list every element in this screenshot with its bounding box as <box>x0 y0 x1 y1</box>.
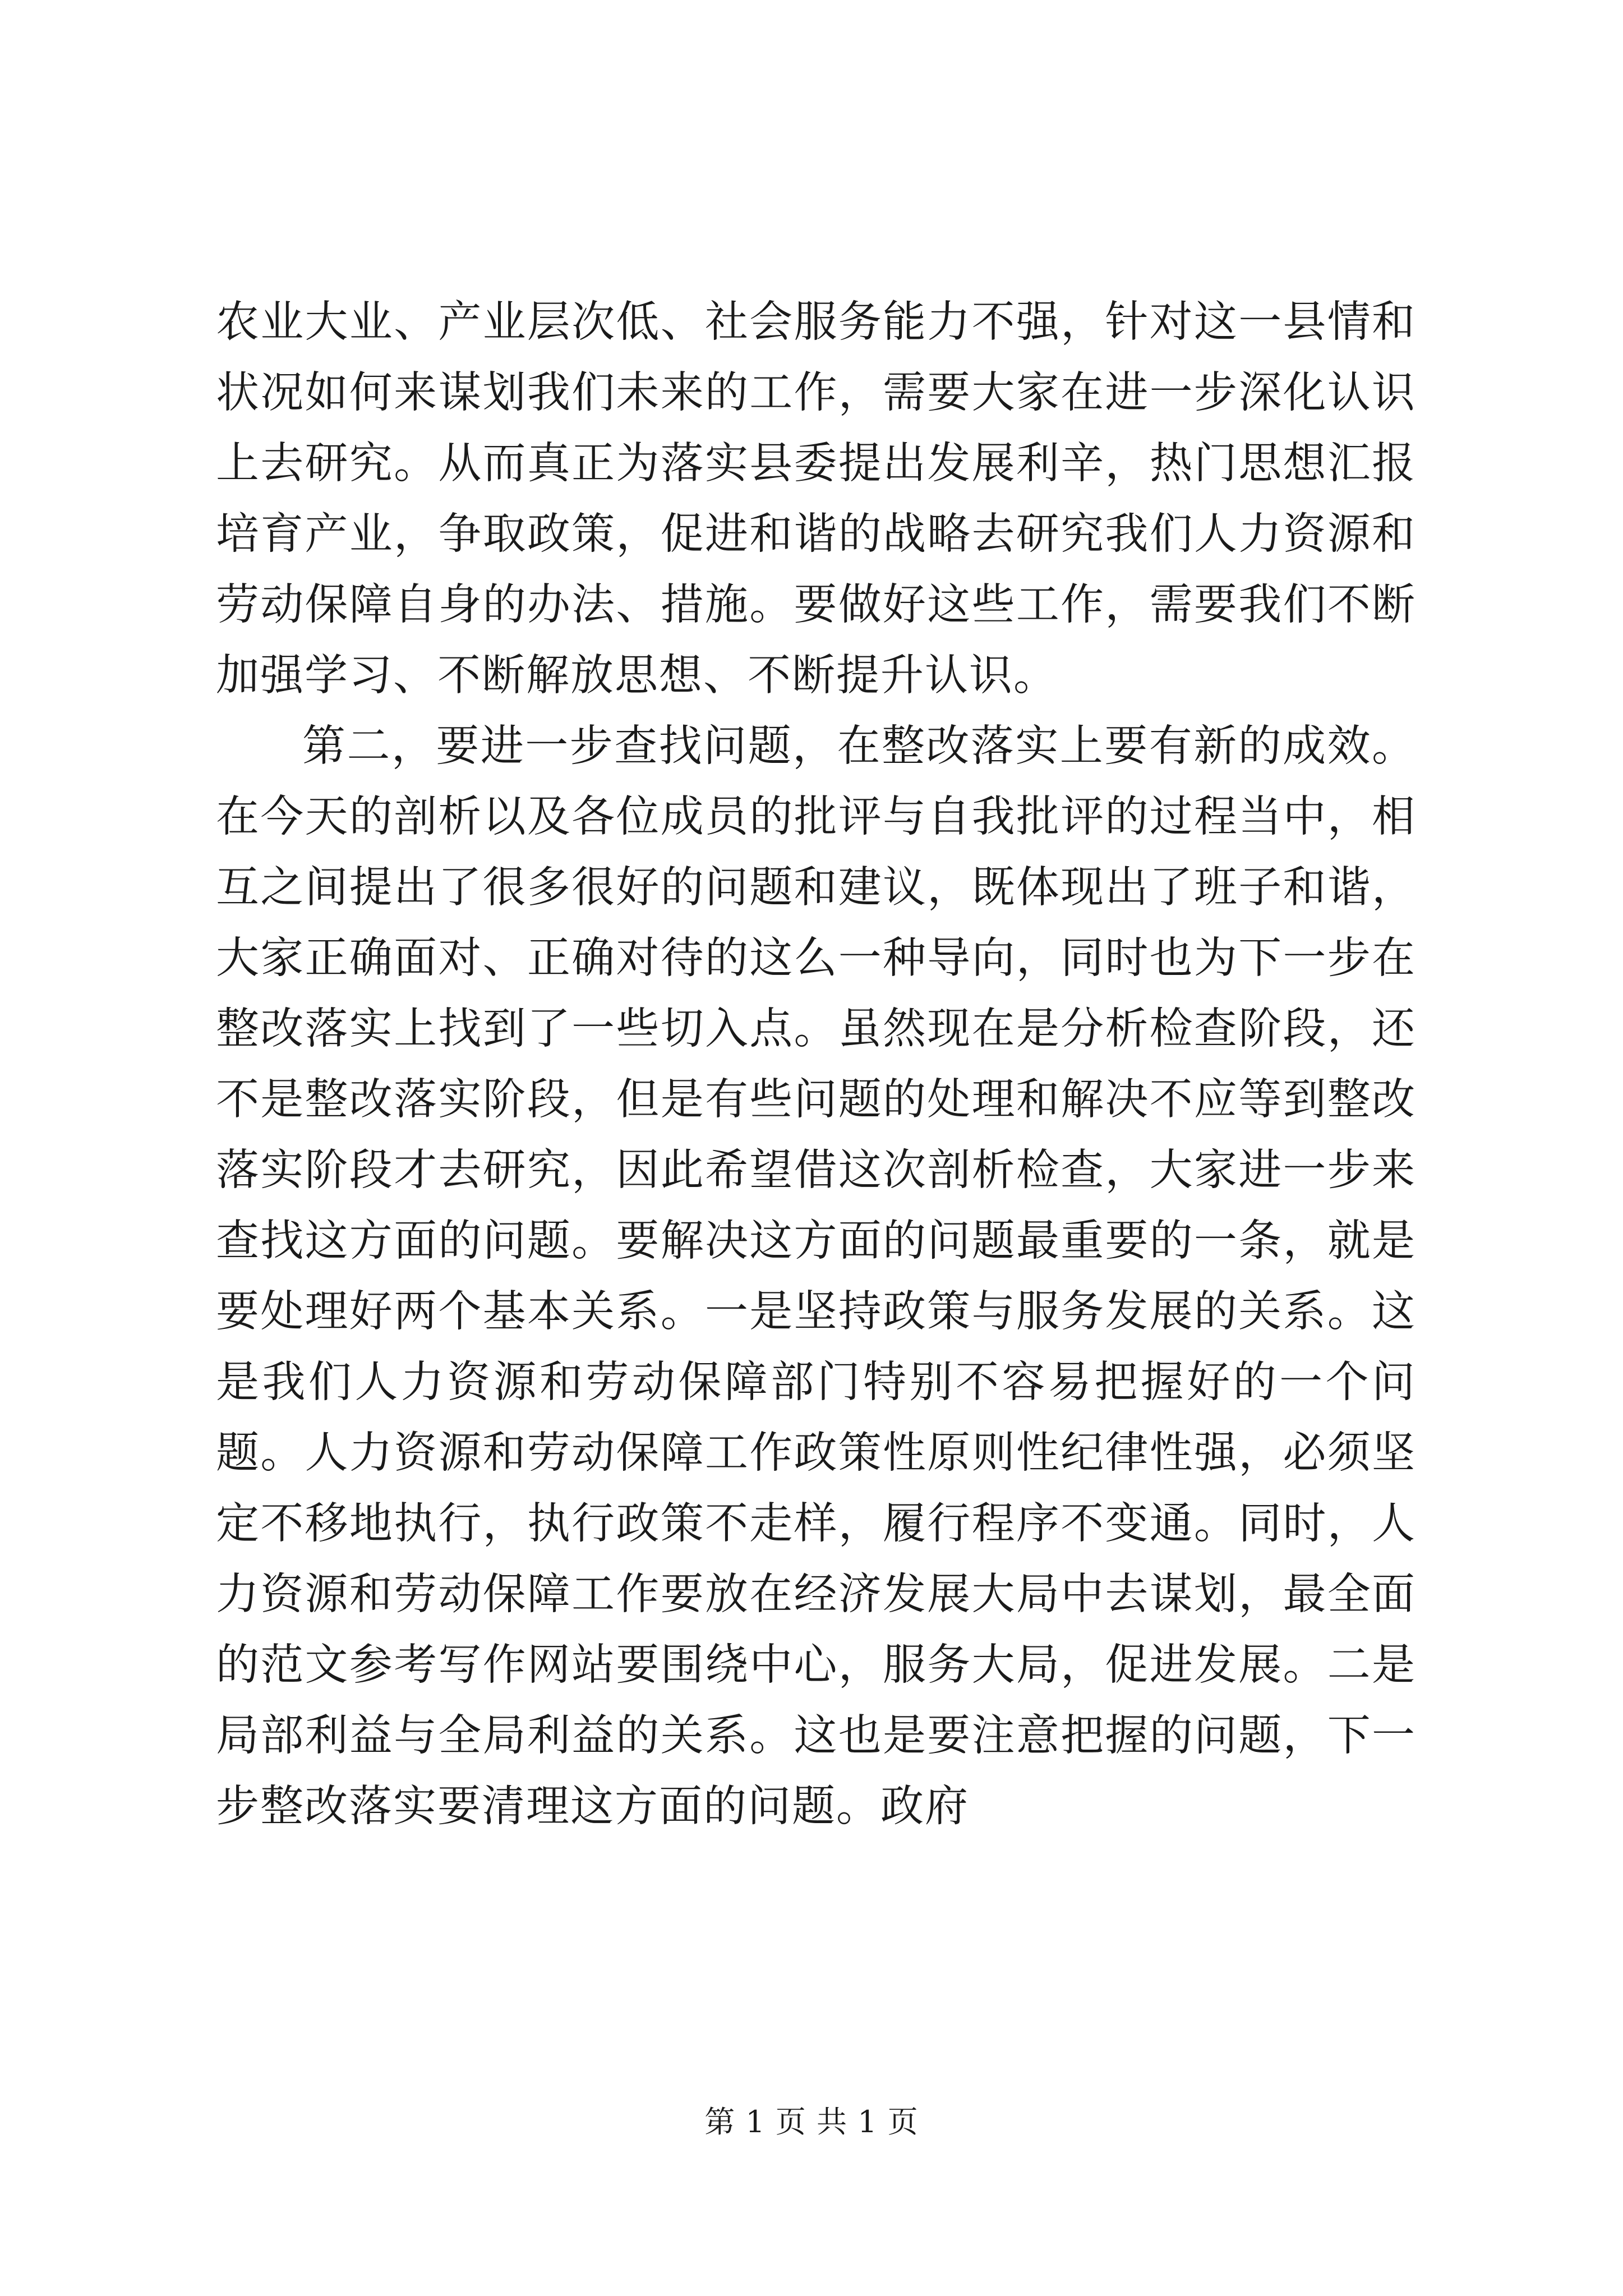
page-footer: 第 1 页 共 1 页 <box>704 2104 919 2139</box>
paragraph-1: 农业大业、产业层次低、社会服务能力不强，针对这一县情和状况如何来谋划我们未来的工作，需要大家在进一步深化认识上去研究。从而真正为落实县委提出发展利辛，热门思想汇报培育产业，争取政策，促进和谐的战略去研究我们人力资源和劳动保障自身的办法、措施。要做好这些工作，需要我们不断加强学习、不断解放思想、不断提升认识。 <box>216 297 1416 701</box>
paragraph-2: 第二，要进一步查找问题，在整改落实上要有新的成效。在今天的剖析以及各位成员的批评与自我批评的过程当中，相互之间提出了很多很好的问题和建议，既体现出了班子和谐，大家正确面对、正确对待的这么一种导向，同时也为下一步在整改落实上找到了一些切入点。虽然现在是分析检查阶段，还不是整改落实阶段，但是有些问题的处理和解决不应等到整改落实阶段才去研究，因此希望借这次剖析检查，大家进一步来查找这方面的问题。要解决这方面的问题最重要的一条，就是要处理好两个基本关系。一是坚持政策与服务发展的关系。这是我们人力资源和劳动保障部门特别不容易把握好的一个问题。人力资源和劳动保障工作政策性原则性纪律性强，必须坚定不移地执行，执行政策不走样，履行程序不变通。同时，人力资源和劳动保障工作要放在经济发展大局中去谋划，最全面的范文参考写作网站要围绕中心，服务大局，促进发展。二是局部利益与全局利益的关系。这也是要注意把握的问题，下一步整改落实要清理这方面的问题。政府 <box>216 721 1416 1832</box>
document-body <box>216 287 1416 1842</box>
